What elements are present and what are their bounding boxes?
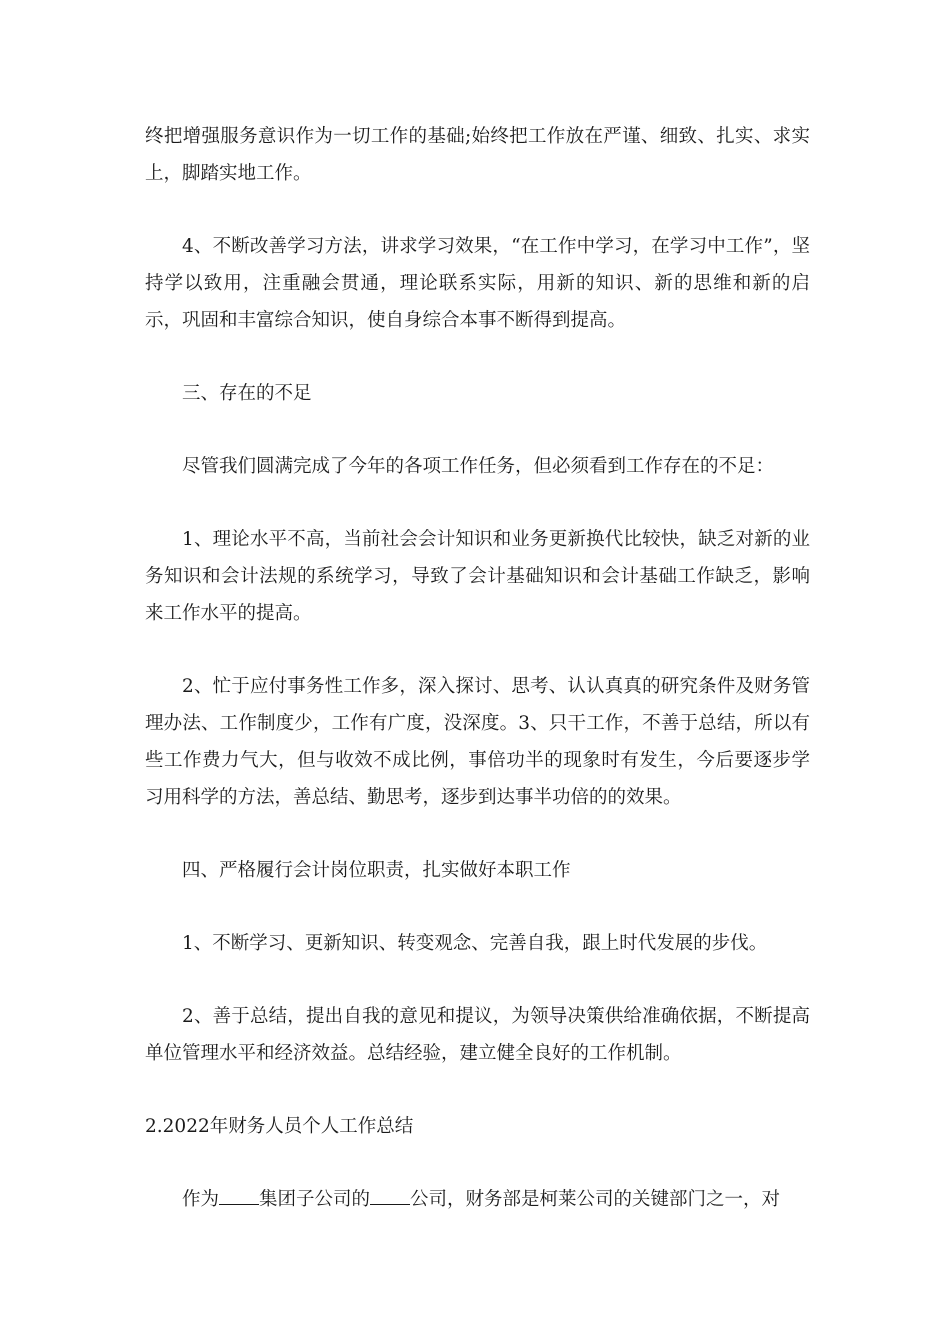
company-intro-part-1: 作为 — [182, 1189, 220, 1210]
section-title-2022-summary: 2.2022年财务人员个人工作总结 — [145, 1116, 414, 1137]
paragraph-learning-methods: 4、不断改善学习方法，讲求学习效果，“在工作中学习，在学习中工作”，坚持学以致用，注重融会贯通，理论联系实际，用新的知识、新的思维和新的启示，巩固和丰富综合知识，使自身综合本事不断得到提高。 — [145, 236, 810, 331]
company-intro-part-2: 集团子公司的 — [259, 1189, 371, 1210]
heading-shortcomings: 三、存在的不足 — [182, 383, 312, 404]
paragraph-busy-work: 2、忙于应付事务性工作多，深入探讨、思考、认认真真的研究条件及财务管理办法、工作制度少，工作有广度，没深度。3、只干工作，不善于总结，所以有些工作费力气大，但与收效不成比例，事倍功半的现象时有发生，今后要逐步学习用科学的方法，善总结、勤思考，逐步到达事半功倍的的效果。 — [145, 676, 810, 808]
paragraph-shortcomings-intro: 尽管我们圆满完成了今年的各项工作任务，但必须看到工作存在的不足： — [182, 456, 775, 477]
paragraph-summarize: 2、善于总结，提出自我的意见和提议，为领导决策供给准确依据，不断提高单位管理水平和经济效益。总结经验，建立健全良好的工作机制。 — [145, 1006, 810, 1064]
document-page — [145, 118, 810, 1254]
blank-underline-1 — [219, 1186, 259, 1205]
company-intro-part-3: 公司，财务部是柯莱公司的关键部门之一，对 — [410, 1189, 781, 1210]
paragraph-service-awareness: 终把增强服务意识作为一切工作的基础;始终把工作放在严谨、细致、扎实、求实上，脚踏实地工作。 — [145, 126, 810, 184]
paragraph-company-intro — [145, 1181, 810, 1218]
heading-accounting-duties: 四、严格履行会计岗位职责，扎实做好本职工作 — [182, 860, 571, 881]
paragraph-keep-learning: 1、不断学习、更新知识、转变观念、完善自我，跟上时代发展的步伐。 — [182, 933, 768, 954]
blank-underline-2 — [370, 1186, 410, 1205]
paragraph-theory-level: 1、理论水平不高，当前社会会计知识和业务更新换代比较快，缺乏对新的业务知识和会计法规的系统学习，导致了会计基础知识和会计基础工作缺乏，影响来工作水平的提高。 — [145, 529, 810, 624]
